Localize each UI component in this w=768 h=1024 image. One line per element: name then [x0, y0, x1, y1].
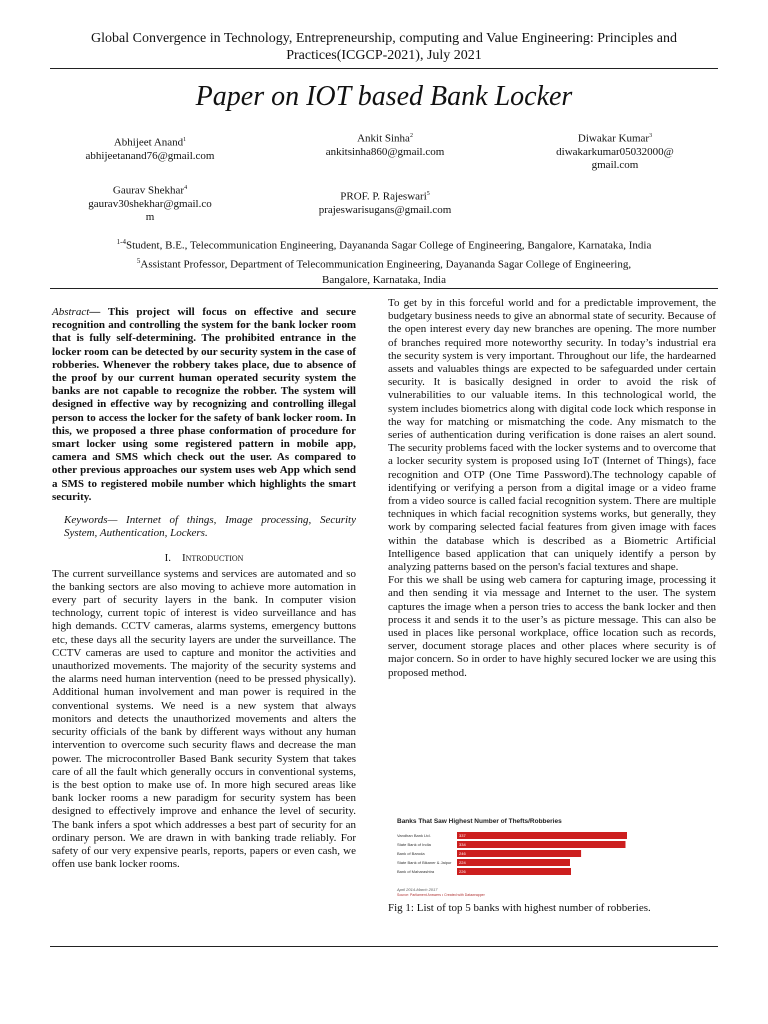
affiliation-sup: 5 [136, 257, 141, 265]
author-sup: 3 [649, 133, 653, 139]
author-5 [305, 188, 465, 217]
figure-1 [393, 813, 629, 899]
footer-rule [50, 946, 718, 947]
conference-line-2: Practices(ICGCP-2021), July 2021 [286, 48, 482, 63]
author-email: prajeswarisugans@gmail.com [318, 203, 452, 216]
bar-category-label: Vandhan Bank Ltd. [397, 833, 431, 838]
author-sup: 2 [409, 133, 413, 139]
author-email-cont: gmail.com [591, 158, 639, 171]
keywords-label: Keywords [64, 514, 108, 527]
bar [457, 841, 625, 848]
author-sup: 5 [426, 191, 430, 197]
author-email: abhijeetanand76@gmail.com [85, 149, 215, 162]
bar-value-label: 226 [459, 869, 466, 874]
right-column [388, 297, 716, 680]
author-1 [70, 134, 230, 163]
affiliation-sup: 1-4 [116, 238, 126, 246]
author-name: Abhijeet Anand [113, 136, 184, 149]
bar-category-label: Bank of Maharashtra [397, 869, 435, 874]
author-4 [75, 182, 225, 224]
conference-header [40, 30, 728, 64]
author-name: Ankit Sinha [357, 132, 410, 145]
bar-category-label: State Bank of Bikaner & Jaipur [397, 860, 452, 865]
abstract [52, 306, 356, 504]
author-email-cont: m [145, 210, 155, 223]
author-email: ankitsinha860@gmail.com [325, 145, 445, 158]
conference-line-1: Global Convergence in Technology, Entrepreneurship, computing and Value Engineering: Principles and [91, 31, 677, 46]
intro-paragraph: The current surveillance systems and services are automated and so the banking sectors are also moving to achieve more automation in every part of security layers in the bank. In computer vision technology, current topic of interest is video surveillance and has high demands. CCTV cameras, alarms systems, emergency buttons etc, these days all the security layers are under the surveillance. The CCTV cameras are used to capture and monitor the activities and unauthorized movements. The majority of the security systems and the alarms need human intervention (need to be pressed physically). Additional human involvement and man power is required in the conventional systems. We need is a new system that always monitors and detects the unauthorized movements and alters the security officials of the bank by different ways without any human intervention to overcome such security flaws and decrease the man power. The microcontroller Based Bank security System that takes care of all the fault which generally occurs in conventional systems, is the best option to make use of. In more high secured areas like bank locker rooms a new paradigm for security system has been designed to effectively improve and enhance the level of security. The bank infers a spot which addresses a best part of security for an ordinary person. We are drawn in with banking trade reliably. For safety of our very expensive pearls, reports, papers or even cash, we offen use bank locker rooms. [52, 567, 356, 871]
bar-value-label: 337 [459, 833, 466, 838]
abstract-text: This project will focus on effective and secure recognition and controlling the system for the bank locker room that is fully self-determining. The prohibited entrance in the locker room can be detected by our security system in the case of robberies. Whenever the robbery takes place, due to absence of the proof by our current human operated security system the banks are not capable to recognize the robber. The system will designed in effective way by recognizing and controlling illegal person to access the locker for the safety of bank locker room. In this, we proposed a three phase conformation of procedure for smart locker using some registered pattern in mobile app, camera and SMS which check out the user. As compared to other previous approaches our system uses web App which send a SMS to registered mobile number which highlights the smart security. [52, 306, 356, 503]
robberies-bar-chart [393, 813, 629, 899]
affiliation-text: Student, B.E., Telecommunication Engineering, Dayananda Sagar College of Engineering, Bangalore, Karnataka, India [126, 239, 652, 252]
keywords-text: — Internet of things, Image processing, Security System, Authentication, Lockers. [64, 514, 356, 540]
section-title: Introduction [181, 552, 244, 565]
bar [457, 859, 570, 866]
author-3 [530, 130, 700, 172]
affiliation-professor [60, 254, 708, 288]
bar [457, 850, 581, 857]
bar-value-label: 224 [459, 860, 466, 865]
section-heading [52, 552, 356, 565]
affiliation-text: Assistant Professor, Department of Telecommunication Engineering, Dayananda Sagar College of Engineering, [140, 258, 632, 271]
section-number: I. [164, 552, 171, 565]
bar-value-label: 334 [459, 842, 466, 847]
abstract-dash: — [89, 306, 108, 318]
bar-value-label: 246 [459, 851, 466, 856]
author-2 [305, 130, 465, 159]
header-rule [50, 68, 718, 69]
author-email: gaurav30shekhar@gmail.co [88, 197, 212, 210]
abstract-label: Abstract [52, 306, 90, 318]
chart-title: Banks That Saw Highest Number of Thefts/Robberies [397, 818, 562, 825]
bar [457, 868, 571, 875]
keywords [52, 514, 356, 540]
chart-footnote: April 2014-March 2017 [397, 887, 438, 892]
bar [457, 832, 627, 839]
author-name: Diwakar Kumar [577, 132, 650, 145]
right-paragraph-2: For this we shall be using web camera for capturing image, processing it and then sending it via message and Internet to the user. The system captures the image when a person tries to access the bank locker and then process it and sends it to the user’s as picture message. This can also be used in places like personal workplace, office location such as records, server, document storage places and other places where security is of major concern. So in order to have highly secured locker we are using this proposed method. [388, 574, 716, 679]
affiliation-rule [50, 288, 718, 289]
affiliation-students [60, 235, 708, 254]
chart-source: Source: Parliament Answers • Created with Datawrapper [397, 893, 485, 897]
left-column [52, 306, 356, 871]
bar-category-label: Bank of Baroda [397, 851, 425, 856]
right-paragraph-1: To get by in this forceful world and for a predictable improvement, the budgetary business needs to give an abnormal state of security. Because of the open interest every day new branches are opening. The more number of branches required more noteworthy security. In today’s industrial era the security system is very important. Throughout our life, the hardearned assets and valuables things are expected to be safeguarded under certain security. It is basically designed in order to avoid the risk of vulnerabilities to our valuable items. In this technological world, the system includes biometrics along with digital code lock which response in the way for matching or mismatching the code. Any mismatch to the series of authentication during verification is done raises an alert sound. The security problems faced with the locker systems and to overcome that a locker security system is proposed using IoT (Internet of Things), face recognition and OTP (One Time Password).The technology capable of identifying or verifying a person from a digital image or a video frame from a video source is called facial recognition system. There are multiple techniques in which facial recognition systems works, but generally, they work by comparing selected facial features from given image with faces within the database which is described as a Biometric Artificial Intelligence based application that can uniquely identify a person by analyzing patterns based on the person's facial textures and shape. [388, 297, 716, 574]
author-email: diwakarkumar05032000@ [556, 145, 674, 158]
affiliation-text-cont: Bangalore, Karnataka, India [322, 273, 446, 286]
author-name: PROF. P. Rajeswari [340, 190, 427, 203]
author-sup: 1 [183, 137, 187, 143]
bar-category-label: State Bank of India [397, 842, 431, 847]
figure-caption: Fig 1: List of top 5 banks with highest number of robberies. [388, 902, 651, 914]
paper-title: Paper on IOT based Bank Locker [195, 81, 573, 112]
author-sup: 4 [184, 185, 188, 191]
author-name: Gaurav Shekhar [112, 184, 185, 197]
